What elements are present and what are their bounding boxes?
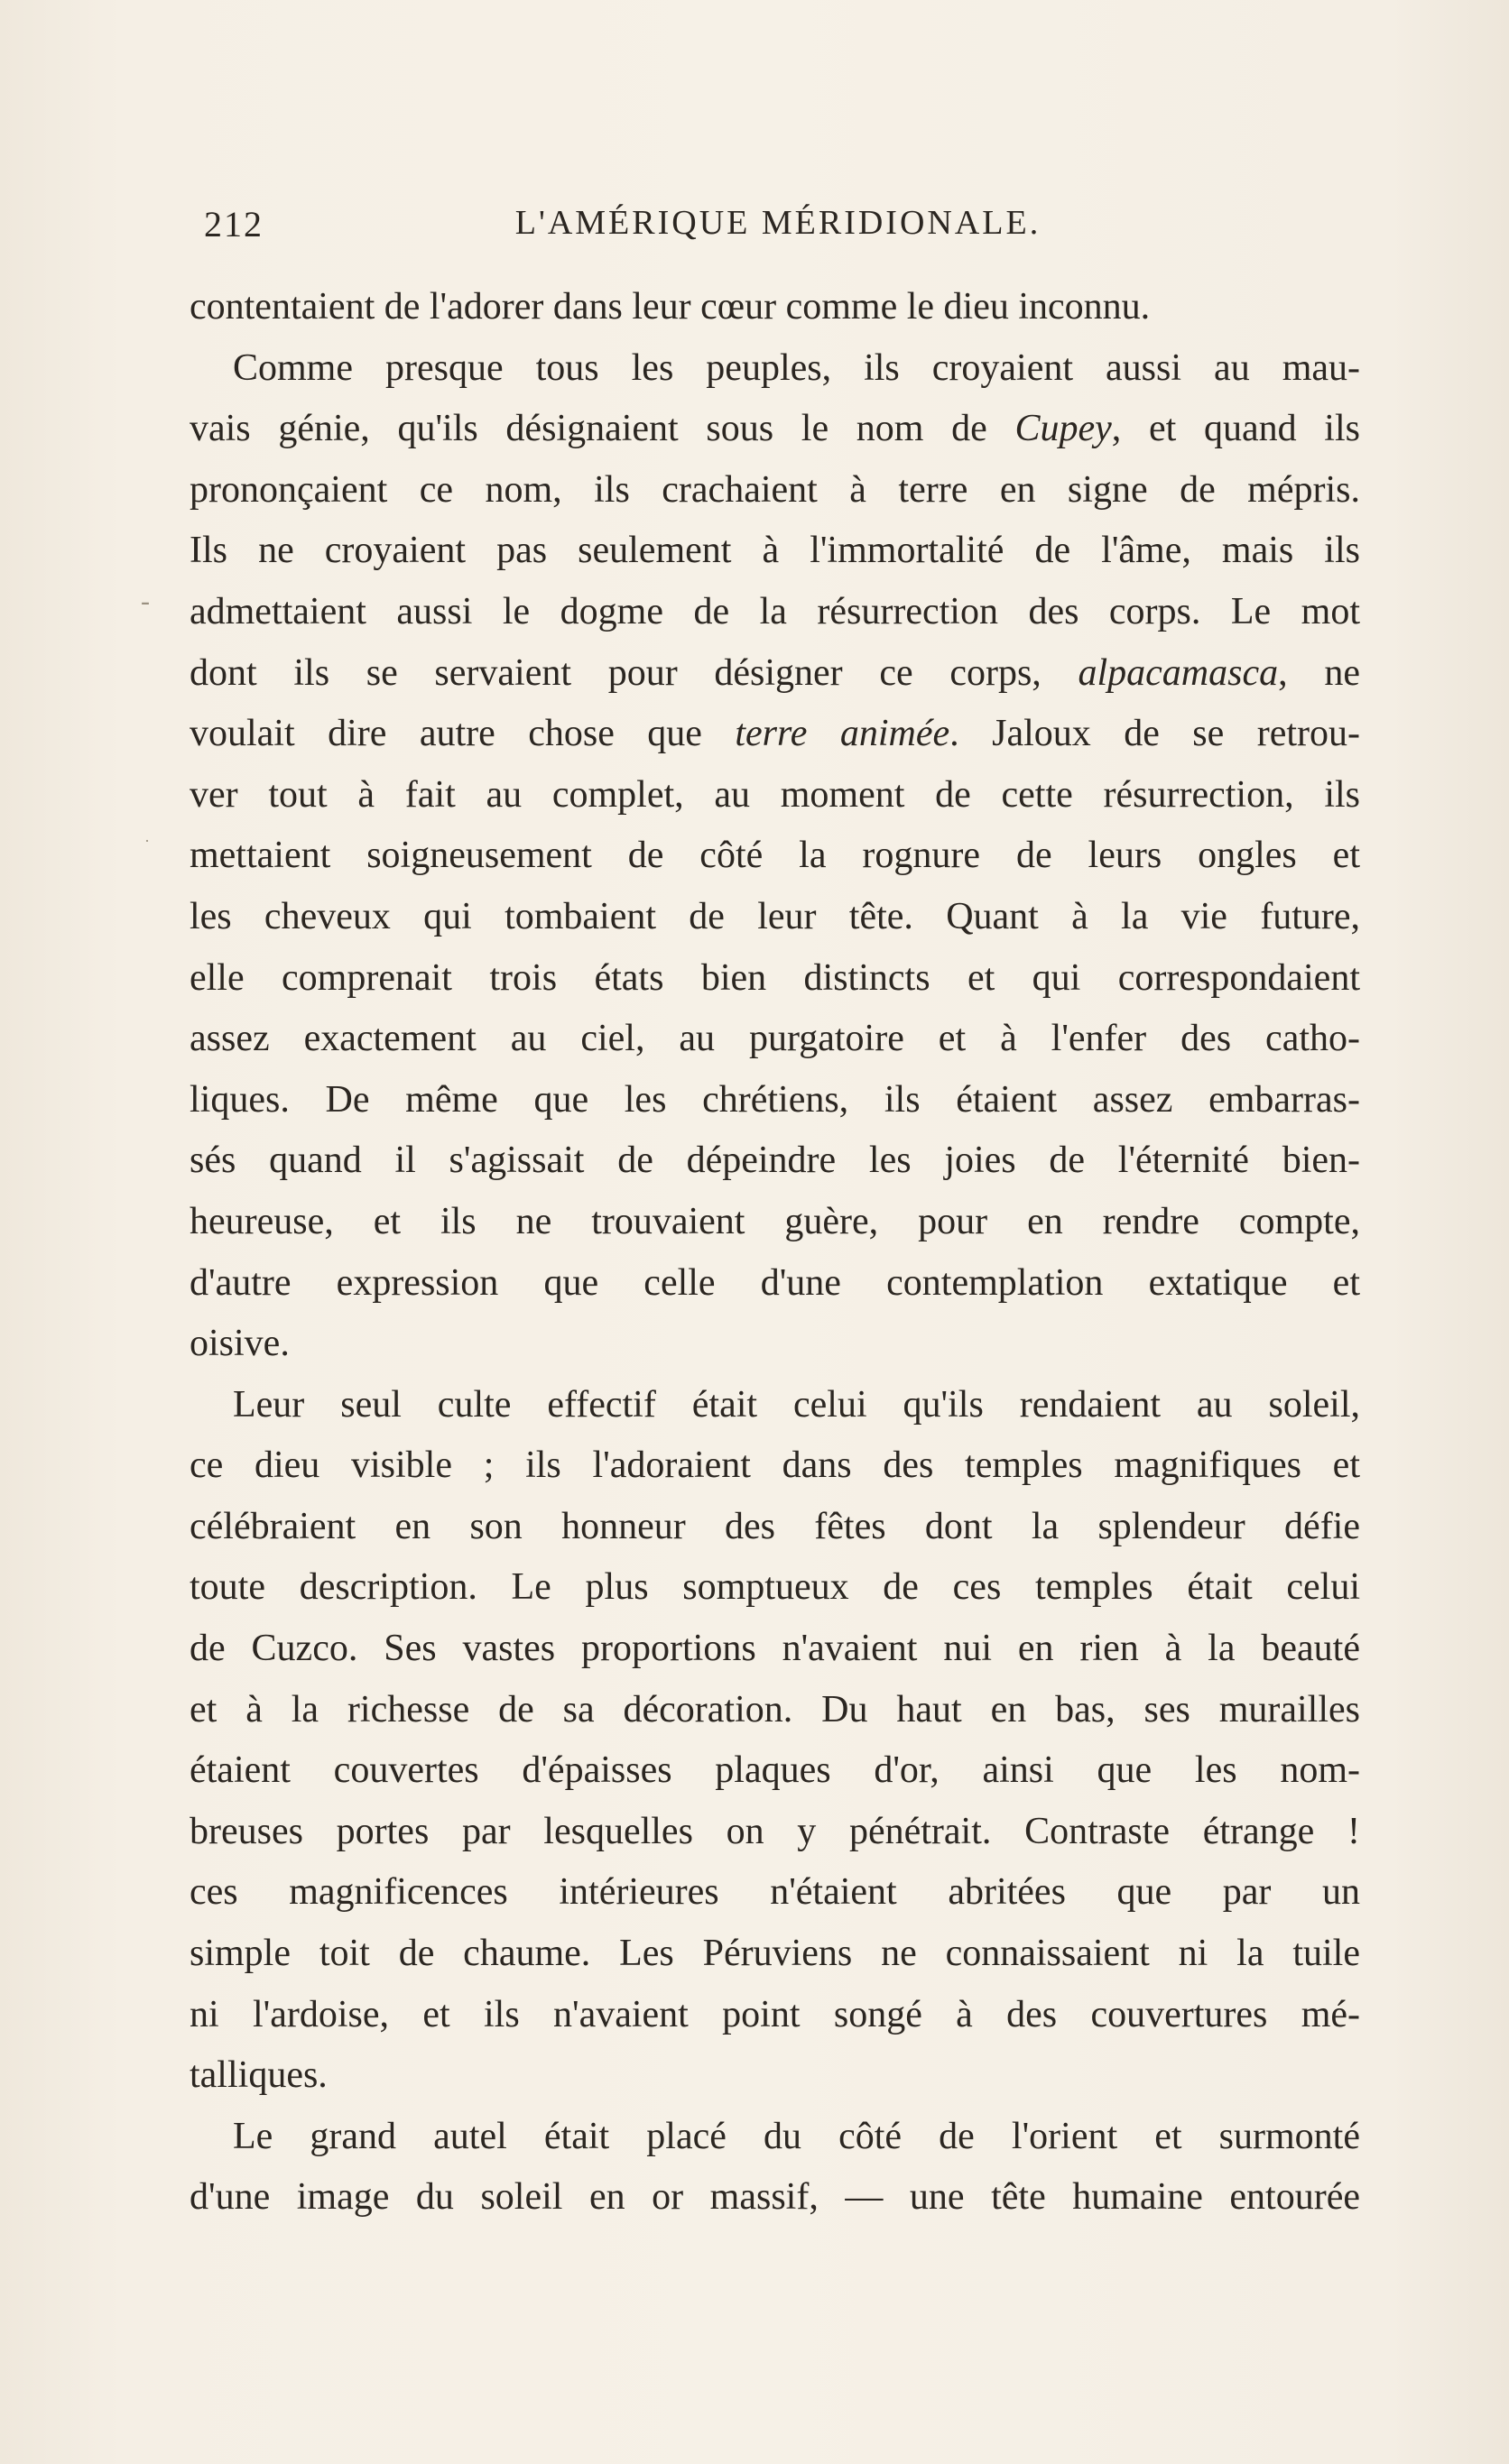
text-line: Leur seul culte effectif était celui qu'ils rendaient au soleil,	[233, 1383, 1360, 1426]
text-line: elle comprenait trois états bien distincts et qui correspondaient	[190, 956, 1360, 999]
text-line: breuses portes par lesquelles on y pénétrait. Contraste étrange !	[190, 1810, 1360, 1852]
body-text	[190, 277, 1360, 2229]
text-line: oisive.	[190, 1323, 290, 1365]
text-line: d'une image du soleil en or massif, — une tête humaine entourée	[190, 2176, 1360, 2219]
text-line: ce dieu visible ; ils l'adoraient dans des temples magnifiques et	[190, 1444, 1360, 1487]
running-title: L'AMÉRIQUE MÉRIDIONALE.	[514, 204, 1041, 242]
text-line: d'autre expression que celle d'une contemplation extatique et	[190, 1261, 1360, 1304]
text-line: Comme presque tous les peuples, ils croyaient aussi au mau-	[233, 346, 1360, 389]
text-line: admettaient aussi le dogme de la résurrection des corps. Le mot	[190, 590, 1360, 632]
line-text: . Jaloux de se retrou-	[949, 713, 1360, 755]
text-line: simple toit de chaume. Les Péruviens ne connaissaient ni la tuile	[190, 1933, 1360, 1975]
text-line	[190, 704, 1360, 765]
text-line: contentaient de l'adorer dans leur cœur comme le dieu inconnu.	[190, 286, 1151, 328]
text-line: les cheveux qui tombaient de leur tête. Quant à la vie future,	[190, 895, 1360, 937]
italic-term: Cupey	[1014, 408, 1112, 450]
text-line: étaient couvertes d'épaisses plaques d'or, ainsi que les nom-	[190, 1749, 1360, 1792]
text-line: de Cuzco. Ses vastes proportions n'avaient nui en rien à la beauté	[190, 1628, 1360, 1670]
text-line: ces magnificences intérieures n'étaient abritées que par un	[190, 1871, 1360, 1914]
line-text: dont ils se servaient pour désigner ce corps,	[190, 651, 1079, 694]
text-line: Le grand autel était placé du côté de l'orient et surmonté	[233, 2115, 1360, 2157]
margin-mark: -	[141, 586, 150, 616]
page-number: 212	[204, 204, 264, 245]
text-line: mettaient soigneusement de côté la rognure de leurs ongles et	[190, 835, 1360, 877]
text-line: prononçaient ce nom, ils crachaient à terre en signe de mépris.	[190, 468, 1360, 511]
text-line: talliques.	[190, 2054, 328, 2097]
margin-mark: ·	[144, 832, 150, 850]
text-line: célébraient en son honneur des fêtes dont la splendeur défie	[190, 1505, 1360, 1547]
text-line: heureuse, et ils ne trouvaient guère, pour en rendre compte,	[190, 1200, 1360, 1242]
text-line: toute description. Le plus somptueux de ces temples était celui	[190, 1566, 1360, 1609]
text-line: assez exactement au ciel, au purgatoire et à l'enfer des catho-	[190, 1018, 1360, 1060]
line-text: , ne	[1278, 651, 1360, 694]
italic-term: alpacamasca	[1078, 651, 1279, 694]
text-line	[190, 399, 1360, 460]
text-line: ni l'ardoise, et ils n'avaient point songé à des couvertures mé-	[190, 1993, 1360, 2035]
italic-term: terre animée	[735, 713, 950, 755]
text-line: sés quand il s'agissait de dépeindre les joies de l'éternité bien-	[190, 1140, 1360, 1182]
line-text: vais génie, qu'ils désignaient sous le nom de	[190, 408, 1015, 450]
line-text: voulait dire autre chose que	[190, 713, 736, 755]
text-line: ver tout à fait au complet, au moment de cette résurrection, ils	[190, 773, 1360, 816]
line-text: , et quand ils	[1111, 408, 1360, 450]
text-line	[190, 643, 1360, 705]
page-header	[204, 203, 1352, 257]
text-line: liques. De même que les chrétiens, ils étaient assez embarras-	[190, 1078, 1360, 1121]
text-line: et à la richesse de sa décoration. Du haut en bas, ses murailles	[190, 1688, 1360, 1730]
text-line: Ils ne croyaient pas seulement à l'immortalité de l'âme, mais ils	[190, 530, 1360, 572]
